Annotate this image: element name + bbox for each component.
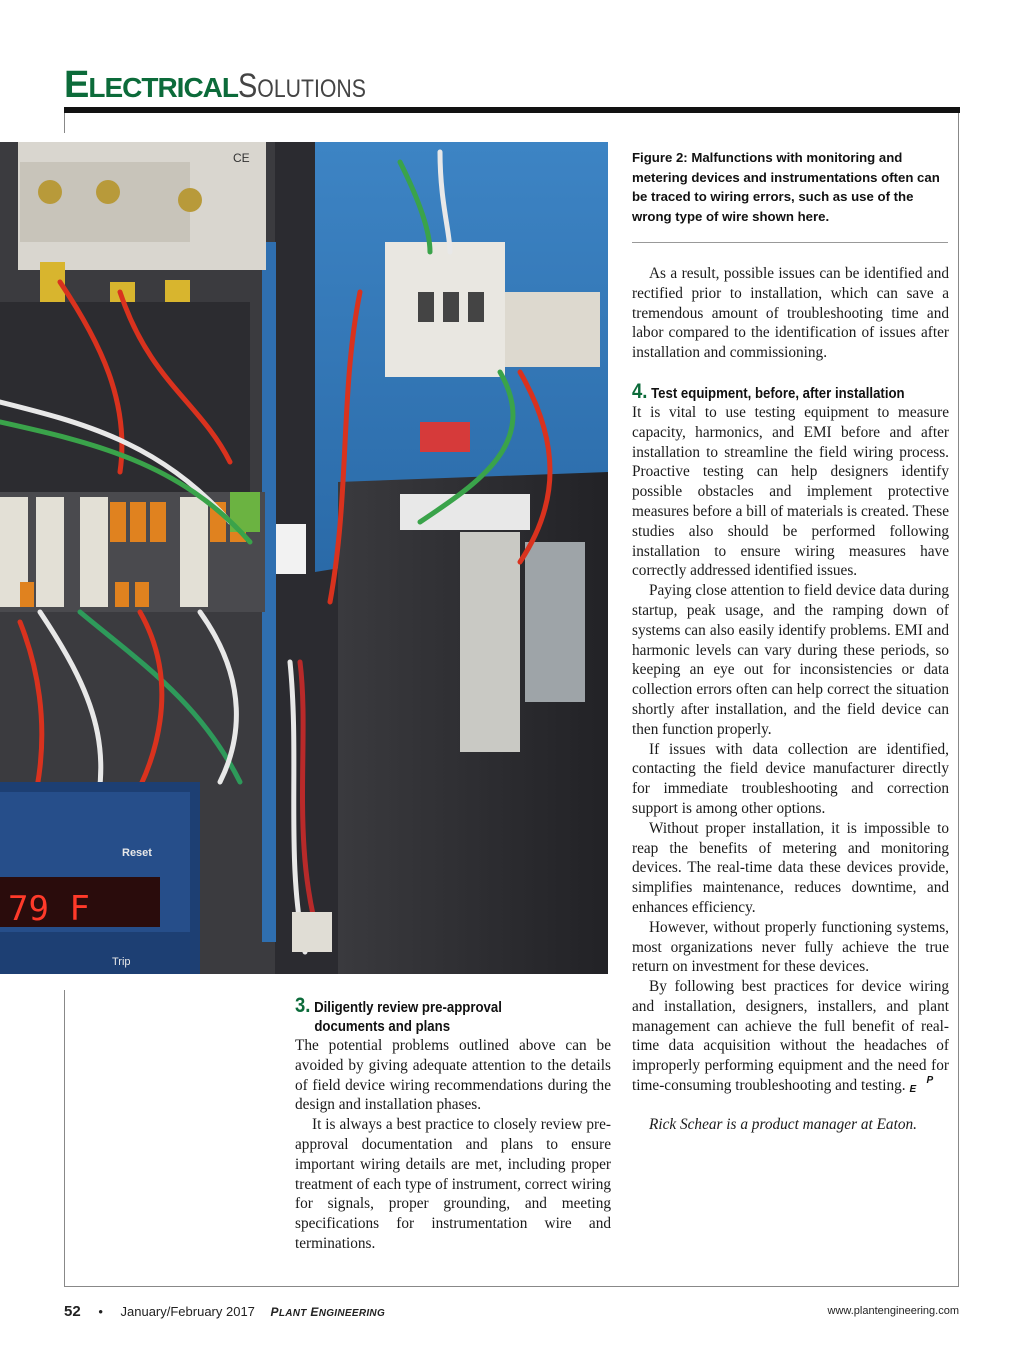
paragraph: If issues with data collection are identified, contacting the field device manufacturer directly for immediate troubleshooting and correction support is among other options. [632,740,949,817]
svg-text:CE: CE [233,151,250,165]
meter-display: 79 F [8,889,90,929]
website-url[interactable]: www.plantengineering.com [827,1305,959,1317]
paragraph: Paying close attention to field device data during startup, peak usage, and the ramping down of systems can also easily identify problems. EMI and harmonic levels can vary during these periods, so keeping an eye out for inconsistencies or data collection errors often can help correct the situation shortly after installation, and the field device can then function properly. [632,582,949,738]
frame-line-left-top [64,113,65,133]
wiring-cabinet-illustration [0,142,608,974]
magazine-name: PLANT ENGINEERING [270,1305,386,1319]
header-title-light: SOLUTIONS [238,67,366,105]
end-mark: P E [909,1075,934,1096]
meter-reset-label: Reset [122,847,152,859]
paragraph: However, without properly functioning systems, most organizations never fully achieve the true return on investment for these devices. [632,918,949,976]
issue-date: January/February 2017 [120,1304,255,1319]
section-3-heading: 3. Diligently review pre-approval [295,994,502,1017]
header-title-bold: ELECTRICAL [64,64,239,106]
header-rule [64,107,960,113]
section-header [64,66,389,104]
right-column [632,264,949,1135]
page-footer [64,1303,959,1323]
figure-caption: Figure 2: Malfunctions with monitoring and metering devices and instrumentations often can be traced to wiring errors, such as use of the wrong type of wire shown here. [632,150,940,224]
meter-trip-label: Trip [112,956,131,968]
frame-line-right [958,113,959,1287]
paragraph: It is vital to use testing equipment to measure capacity, harmonics, and EMI before and after installation to streamline the field wiring process. Proactive testing can help designers identify possible obstacles and implement protective measures before a bill of materials is created. These studies also should be performed following installation to ensure wiring measures have correctly addressed identified issues. [632,403,949,580]
author-byline: Rick Schear is a product manager at Eaton. [649,1115,917,1133]
page-number: 52 [64,1303,81,1320]
left-column [295,996,611,1254]
paragraph: The potential problems outlined above can be avoided by giving adequate attention to the details of field device wiring recommendations during the design and installation phases. [295,1037,611,1114]
paragraph: It is always a best practice to closely review pre-approval documentation and plans to ensure important wiring details are met, including proper treatment of each type of instrument, correct wiring for signals, proper grounding, and meeting specifications for instrumentation wire and terminations. [295,1116,612,1252]
figure-photo [0,142,608,974]
frame-line-left-bottom [64,990,65,1287]
paragraph-intro: As a result, possible issues can be identified and rectified prior to installation, which can save a tremendous amount of troubleshooting time and labor compared to the identification of issues after installation and commissioning. [632,265,949,362]
frame-line-bottom [64,1286,959,1287]
caption-rule [632,242,948,243]
paragraph: Without proper installation, it is impossible to reap the benefits of metering and monitoring devices. The real-time data these devices provide, simplifies maintenance, reduces downtime, and enhances efficiency. [632,819,949,916]
footer-bullet: • [98,1304,103,1319]
section-4-heading: 4. Test equipment, before, after installation [632,379,905,403]
section-3-heading-line2: documents and plans [314,1018,451,1035]
paragraph-final: By following best practices for device wiring and installation, designers, installers, and plant management can achieve the full benefit of real-time data acquisition without the headaches of improperly performing equipment and the need for time-consuming troubleshooting and testing. P E [632,978,949,1096]
